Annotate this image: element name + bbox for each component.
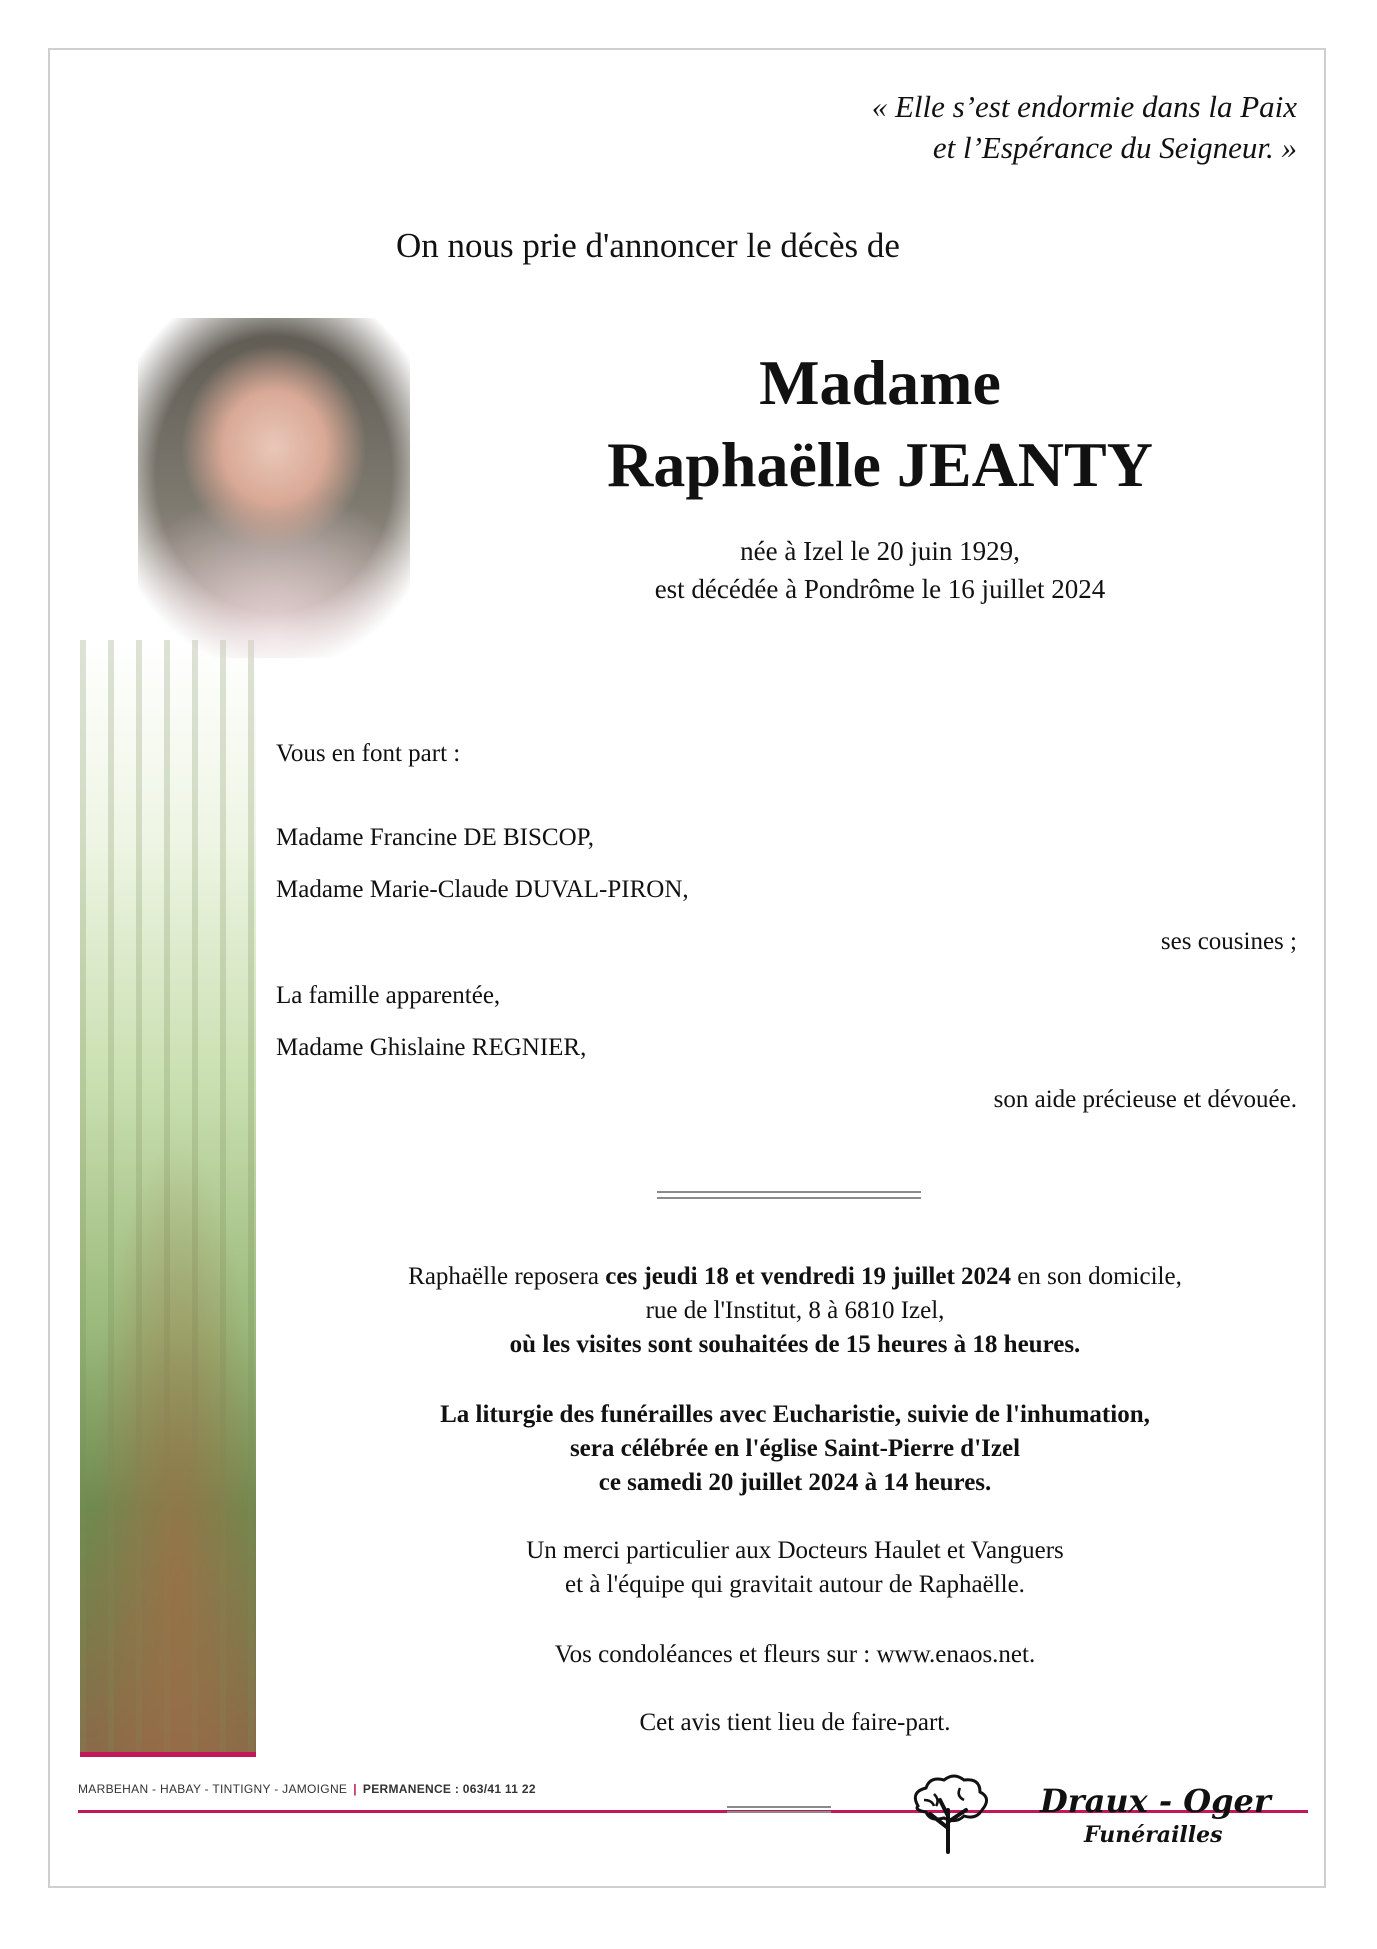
funeral-line-3: ce samedi 20 juillet 2024 à 14 heures. <box>598 1469 992 1496</box>
quote-line-1: « Elle s’est endormie dans la Paix <box>871 89 1297 124</box>
tree-logo-icon <box>900 1770 996 1854</box>
section-divider <box>657 1191 921 1199</box>
funeral-line-1: La liturgie des funérailles avec Eucharistie, suivie de l'inhumation, <box>440 1401 1150 1428</box>
visit-text-end: en son domicile, <box>1011 1263 1182 1290</box>
deceased-title: Madame <box>759 347 1001 418</box>
visit-text-start: Raphaëlle reposera <box>408 1263 606 1290</box>
family-other: La famille apparentée, <box>276 982 501 1009</box>
deceased-name: Raphaëlle JEANTY <box>607 429 1153 500</box>
brand-subtitle: Funérailles <box>1078 1822 1229 1848</box>
thanks-line-2: et à l'équipe qui gravitait autour de Raphaëlle. <box>565 1571 1025 1598</box>
thanks-info <box>200 1534 1377 1602</box>
epigraph-quote <box>872 86 1297 168</box>
relation-cousins: ses cousines ; <box>1160 928 1297 955</box>
funeral-info <box>200 1398 1377 1500</box>
family-member: Madame Francine DE BISCOP, <box>276 824 595 851</box>
family-intro: Vous en font part : <box>276 740 461 767</box>
visit-address: rue de l'Institut, 8 à 6810 Izel, <box>645 1297 945 1324</box>
quote-line-2: et l’Espérance du Seigneur. » <box>932 130 1297 165</box>
visit-dates: ces jeudi 18 et vendredi 19 juillet 2024 <box>605 1263 1012 1290</box>
condolences-text: Vos condoléances et fleurs sur : www.enaos.net. <box>554 1641 1036 1668</box>
footer-permanence: PERMANENCE : 063/41 11 22 <box>362 1782 536 1796</box>
announcement-intro: On nous prie d'annoncer le décès de <box>396 226 900 265</box>
visit-info <box>200 1260 1377 1362</box>
footer-locations: MARBEHAN - HABAY - TINTIGNY - JAMOIGNE <box>78 1782 348 1796</box>
life-dates <box>460 532 1300 608</box>
visit-hours: où les visites sont souhaitées de 15 heures à 18 heures. <box>509 1331 1081 1358</box>
notice-text: Cet avis tient lieu de faire-part. <box>639 1709 951 1736</box>
portrait-photo <box>138 318 410 658</box>
family-member: Madame Marie-Claude DUVAL-PIRON, <box>276 876 689 903</box>
footer-divider: | <box>353 1782 357 1796</box>
death-info: est décédée à Pondrôme le 16 juillet 2024 <box>654 574 1106 604</box>
footer-contact <box>78 1782 536 1796</box>
family-other: Madame Ghislaine REGNIER, <box>276 1034 587 1061</box>
thanks-line-1: Un merci particulier aux Docteurs Haulet et Vanguers <box>526 1537 1064 1564</box>
visit-dates-line <box>200 1260 1377 1294</box>
footer-divider-mark <box>727 1806 831 1813</box>
brand-name: Draux - Oger <box>1040 1782 1271 1820</box>
funeral-line-2: sera célébrée en l'église Saint-Pierre d'Izel <box>569 1435 1021 1462</box>
birth-info: née à Izel le 20 juin 1929, <box>740 536 1020 566</box>
relation-aide: son aide précieuse et dévouée. <box>993 1086 1297 1113</box>
